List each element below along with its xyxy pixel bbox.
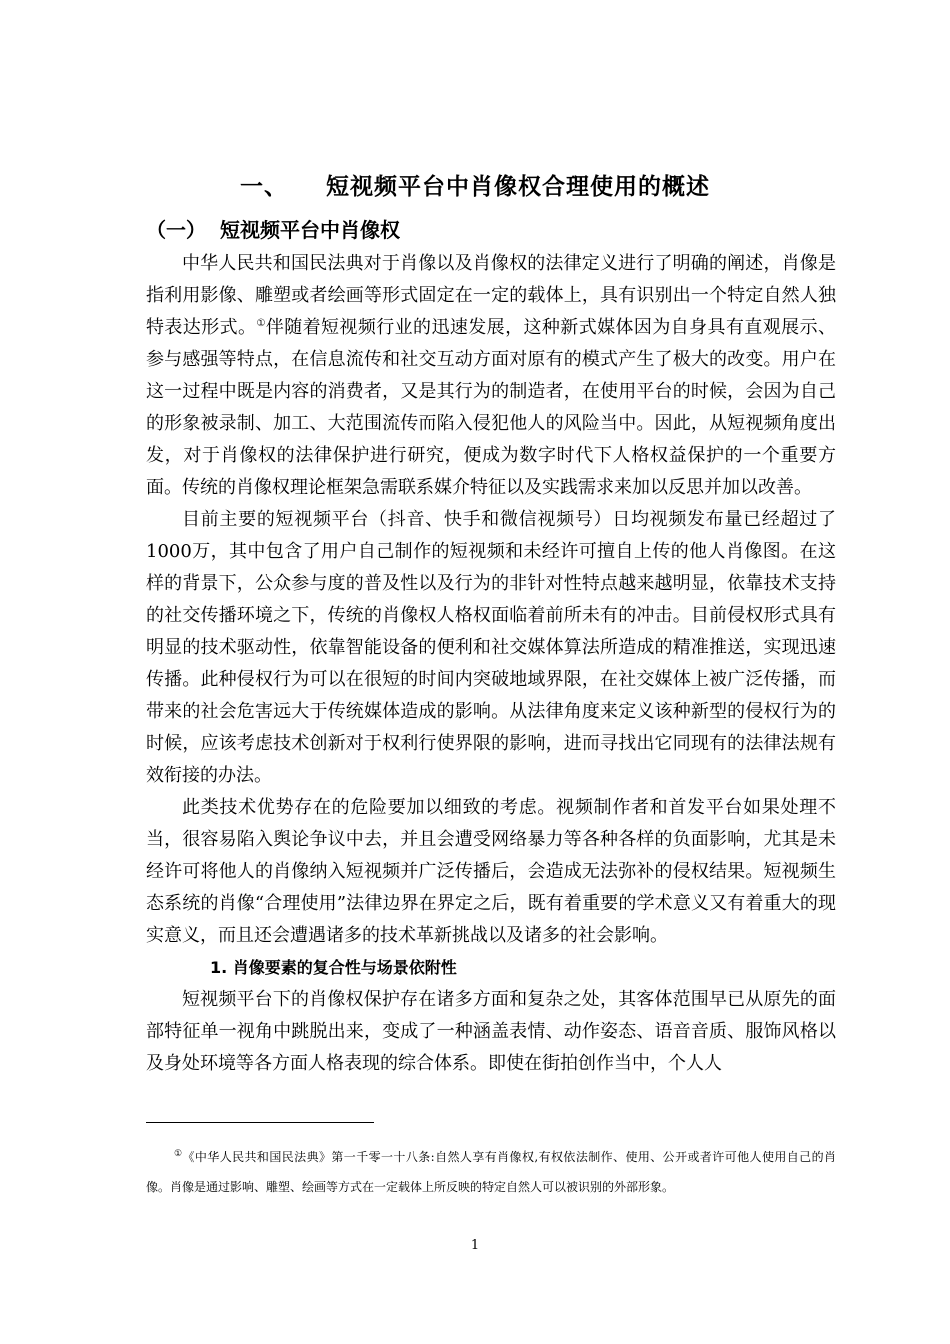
- chapter-title: 短视频平台中肖像权合理使用的概述: [326, 174, 710, 200]
- subsection-heading: 1. 肖像要素的复合性与场景依附性: [210, 958, 457, 977]
- body-text: [146, 248, 836, 1080]
- footnote-text: 《中华人民共和国民法典》第一千零一十八条:自然人享有肖像权,有权依法制作、使用、公开或者许可他人使用自己的肖像。肖像是通过影响、雕塑、绘画等方式在一定载体上所反映的特定自然人可以被识别的外部形象。: [146, 1150, 836, 1194]
- chapter-number: 一、: [240, 174, 288, 200]
- section-heading: [146, 214, 400, 243]
- chapter-heading: [0, 168, 950, 201]
- footnote-mark: ①: [174, 1149, 183, 1159]
- section-number: （一）: [146, 218, 206, 242]
- paragraph-2: 目前主要的短视频平台（抖音、快手和微信视频号）日均视频发布量已经超过了1000万，其中包含了用户自己制作的短视频和未经许可擅自上传的他人肖像图。在这样的背景下，公众参与度的普及性以及行为的非针对性特点越来越明显，依靠技术支持的社交传播环境之下，传统的肖像权人格权面临着前所未有的冲击。目前侵权形式具有明显的技术驱动性，依靠智能设备的便利和社交媒体算法所造成的精准推送，实现迅速传播。此种侵权行为可以在很短的时间内突破地域界限，在社交媒体上被广泛传播，而带来的社会危害远大于传统媒体造成的影响。从法律角度来定义该种新型的侵权行为的时候，应该考虑技术创新对于权利行使界限的影响，进而寻找出它同现有的法律法规有效衔接的办法。: [146, 509, 836, 786]
- footnote: [146, 1142, 836, 1202]
- footnote-reference[interactable]: ①: [256, 318, 266, 329]
- paragraph-1: 中华人民共和国民法典对于肖像以及肖像权的法律定义进行了明确的阐述，肖像是指利用影像、雕塑或者绘画等形式固定在一定的载体上，具有识别出一个特定自然人独特表达形式。①伴随着短视频行业的迅速发展，这种新式媒体因为自身具有直观展示、参与感强等特点，在信息流传和社交互动方面对原有的模式产生了极大的改变。用户在这一过程中既是内容的消费者，又是其行为的制造者，在使用平台的时候，会因为自己的形象被录制、加工、大范围流传而陷入侵犯他人的风险当中。因此，从短视频角度出发，对于肖像权的法律保护进行研究，便成为数字时代下人格权益保护的一个重要方面。传统的肖像权理论框架急需联系媒介特征以及实践需求来加以反思并加以改善。: [146, 253, 836, 498]
- paragraph-4: 短视频平台下的肖像权保护存在诸多方面和复杂之处，其客体范围早已从原先的面部特征单一视角中跳脱出来，变成了一种涵盖表情、动作姿态、语音音质、服饰风格以及身处环境等各方面人格表现的综合体系。即使在街拍创作当中，个人人: [146, 989, 836, 1074]
- section-title: 短视频平台中肖像权: [220, 218, 400, 242]
- page-number: 1: [470, 1238, 480, 1253]
- footnote-separator: [146, 1122, 374, 1123]
- paragraph-3: 此类技术优势存在的危险要加以细致的考虑。视频制作者和首发平台如果处理不当，很容易陷入舆论争议中去，并且会遭受网络暴力等各种各样的负面影响，尤其是未经许可将他人的肖像纳入短视频并广泛传播后，会造成无法弥补的侵权结果。短视频生态系统的肖像“合理使用”法律边界在界定之后，既有着重要的学术意义又有着重大的现实意义，而且还会遭遇诸多的技术革新挑战以及诸多的社会影响。: [146, 797, 836, 946]
